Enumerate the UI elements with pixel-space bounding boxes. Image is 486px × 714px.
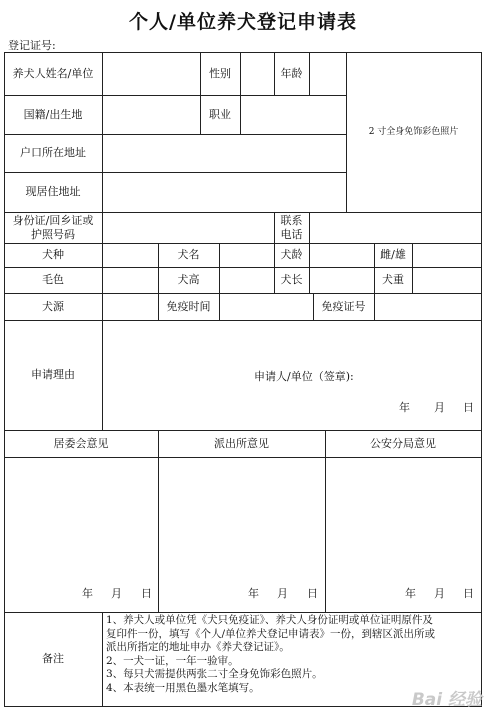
remarks-line: 2、一犬一证，一年一验审。	[106, 654, 239, 667]
household-address-field[interactable]	[102, 134, 346, 172]
dog-name-field[interactable]	[219, 243, 274, 267]
application-reason-label: 申请理由	[31, 368, 75, 381]
applicant-signature-label: 申请人/单位（签章):	[254, 370, 354, 383]
remarks-line: 派出所指定的地址申办《养犬登记证》。	[106, 641, 290, 654]
id-number-label-line1: 身份证/回乡证或	[12, 213, 94, 227]
id-number-label-line2: 护照号码	[31, 227, 75, 241]
public-security-date-year: 年	[405, 587, 416, 600]
remarks-line: 4、本表统一用黑色墨水笔填写。	[106, 681, 260, 694]
dog-length-label: 犬长	[280, 273, 303, 286]
public-security-opinion-field[interactable]	[325, 457, 481, 612]
owner-name-field[interactable]	[102, 52, 200, 95]
public-security-date-day: 日	[463, 587, 474, 600]
id-number-label	[4, 212, 102, 243]
committee-opinion-field[interactable]	[4, 457, 158, 612]
committee-date-year: 年	[82, 587, 93, 600]
contact-phone-label-line1: 联系	[280, 213, 303, 227]
remarks-label: 备注	[42, 652, 64, 665]
contact-phone-field[interactable]	[309, 212, 481, 243]
dog-weight-label: 犬重	[382, 273, 404, 286]
vaccination-time-field[interactable]	[219, 293, 313, 320]
dog-height-label: 犬高	[177, 273, 200, 286]
police-station-date-month: 月	[277, 587, 288, 600]
remarks-line: 复印件一份，填写《个人/单位养犬登记申请表》一份，到辖区派出所或	[106, 627, 436, 640]
committee-date-month: 月	[111, 587, 122, 600]
owner-name-label: 养犬人姓名/单位	[12, 66, 94, 80]
coat-color-field[interactable]	[102, 267, 158, 293]
residence-address-label: 现居住地址	[25, 185, 81, 198]
police-station-date-year: 年	[248, 587, 259, 600]
nationality-label: 国籍/出生地	[23, 107, 83, 121]
public-security-date-month: 月	[434, 587, 445, 600]
contact-phone-label	[274, 212, 309, 243]
baidu-watermark: Bai 经验	[411, 689, 482, 710]
apply-date-month: 月	[434, 401, 445, 414]
coat-color-label: 毛色	[42, 273, 64, 286]
registration-number-label: 登记证号:	[8, 39, 56, 52]
nationality-field[interactable]	[102, 95, 200, 134]
dog-weight-field[interactable]	[412, 267, 481, 293]
contact-phone-label-line2: 电话	[280, 227, 303, 241]
dog-source-field[interactable]	[102, 293, 158, 320]
breed-field[interactable]	[102, 243, 158, 267]
police-station-date-day: 日	[307, 587, 318, 600]
remarks-line: 3、每只犬需提供两张二寸全身免饰彩色照片。	[106, 668, 323, 681]
photo-placeholder[interactable]: 2 寸全身免饰彩色照片	[368, 127, 459, 137]
vaccination-cert-label: 免疫证号	[321, 299, 366, 313]
vaccination-cert-field[interactable]	[374, 293, 481, 320]
dog-length-field[interactable]	[309, 267, 374, 293]
form-title: 个人/单位养犬登记申请表	[129, 11, 357, 33]
sex-label: 雌/雄	[380, 248, 406, 261]
dog-source-label: 犬源	[42, 299, 64, 313]
gender-label: 性别	[209, 66, 231, 80]
breed-label: 犬种	[42, 248, 64, 261]
public-security-opinion-header: 公安分局意见	[370, 436, 436, 450]
residence-address-field[interactable]	[102, 172, 346, 212]
household-address-label: 户口所在地址	[20, 146, 86, 159]
police-station-opinion-field[interactable]	[158, 457, 325, 612]
id-number-field[interactable]	[102, 212, 274, 243]
dog-age-field[interactable]	[309, 243, 374, 267]
committee-opinion-header: 居委会意见	[53, 436, 109, 450]
gender-field[interactable]	[240, 52, 274, 95]
remarks-line: 1、养犬人或单位凭《犬只免疫证》、养犬人身份证明或单位证明原件及	[106, 614, 433, 626]
committee-date-day: 日	[141, 587, 152, 600]
sex-field[interactable]	[412, 243, 481, 267]
vaccination-time-label: 免疫时间	[166, 299, 211, 313]
apply-date-year: 年	[399, 401, 410, 414]
occupation-field[interactable]	[240, 95, 346, 134]
occupation-label: 职业	[209, 107, 231, 121]
dog-height-field[interactable]	[219, 267, 274, 293]
age-field[interactable]	[309, 52, 346, 95]
dog-name-label: 犬名	[177, 248, 200, 261]
apply-date-day: 日	[463, 401, 474, 414]
police-station-opinion-header: 派出所意见	[214, 436, 269, 450]
age-label: 年龄	[280, 66, 303, 80]
dog-age-label: 犬龄	[280, 248, 303, 261]
